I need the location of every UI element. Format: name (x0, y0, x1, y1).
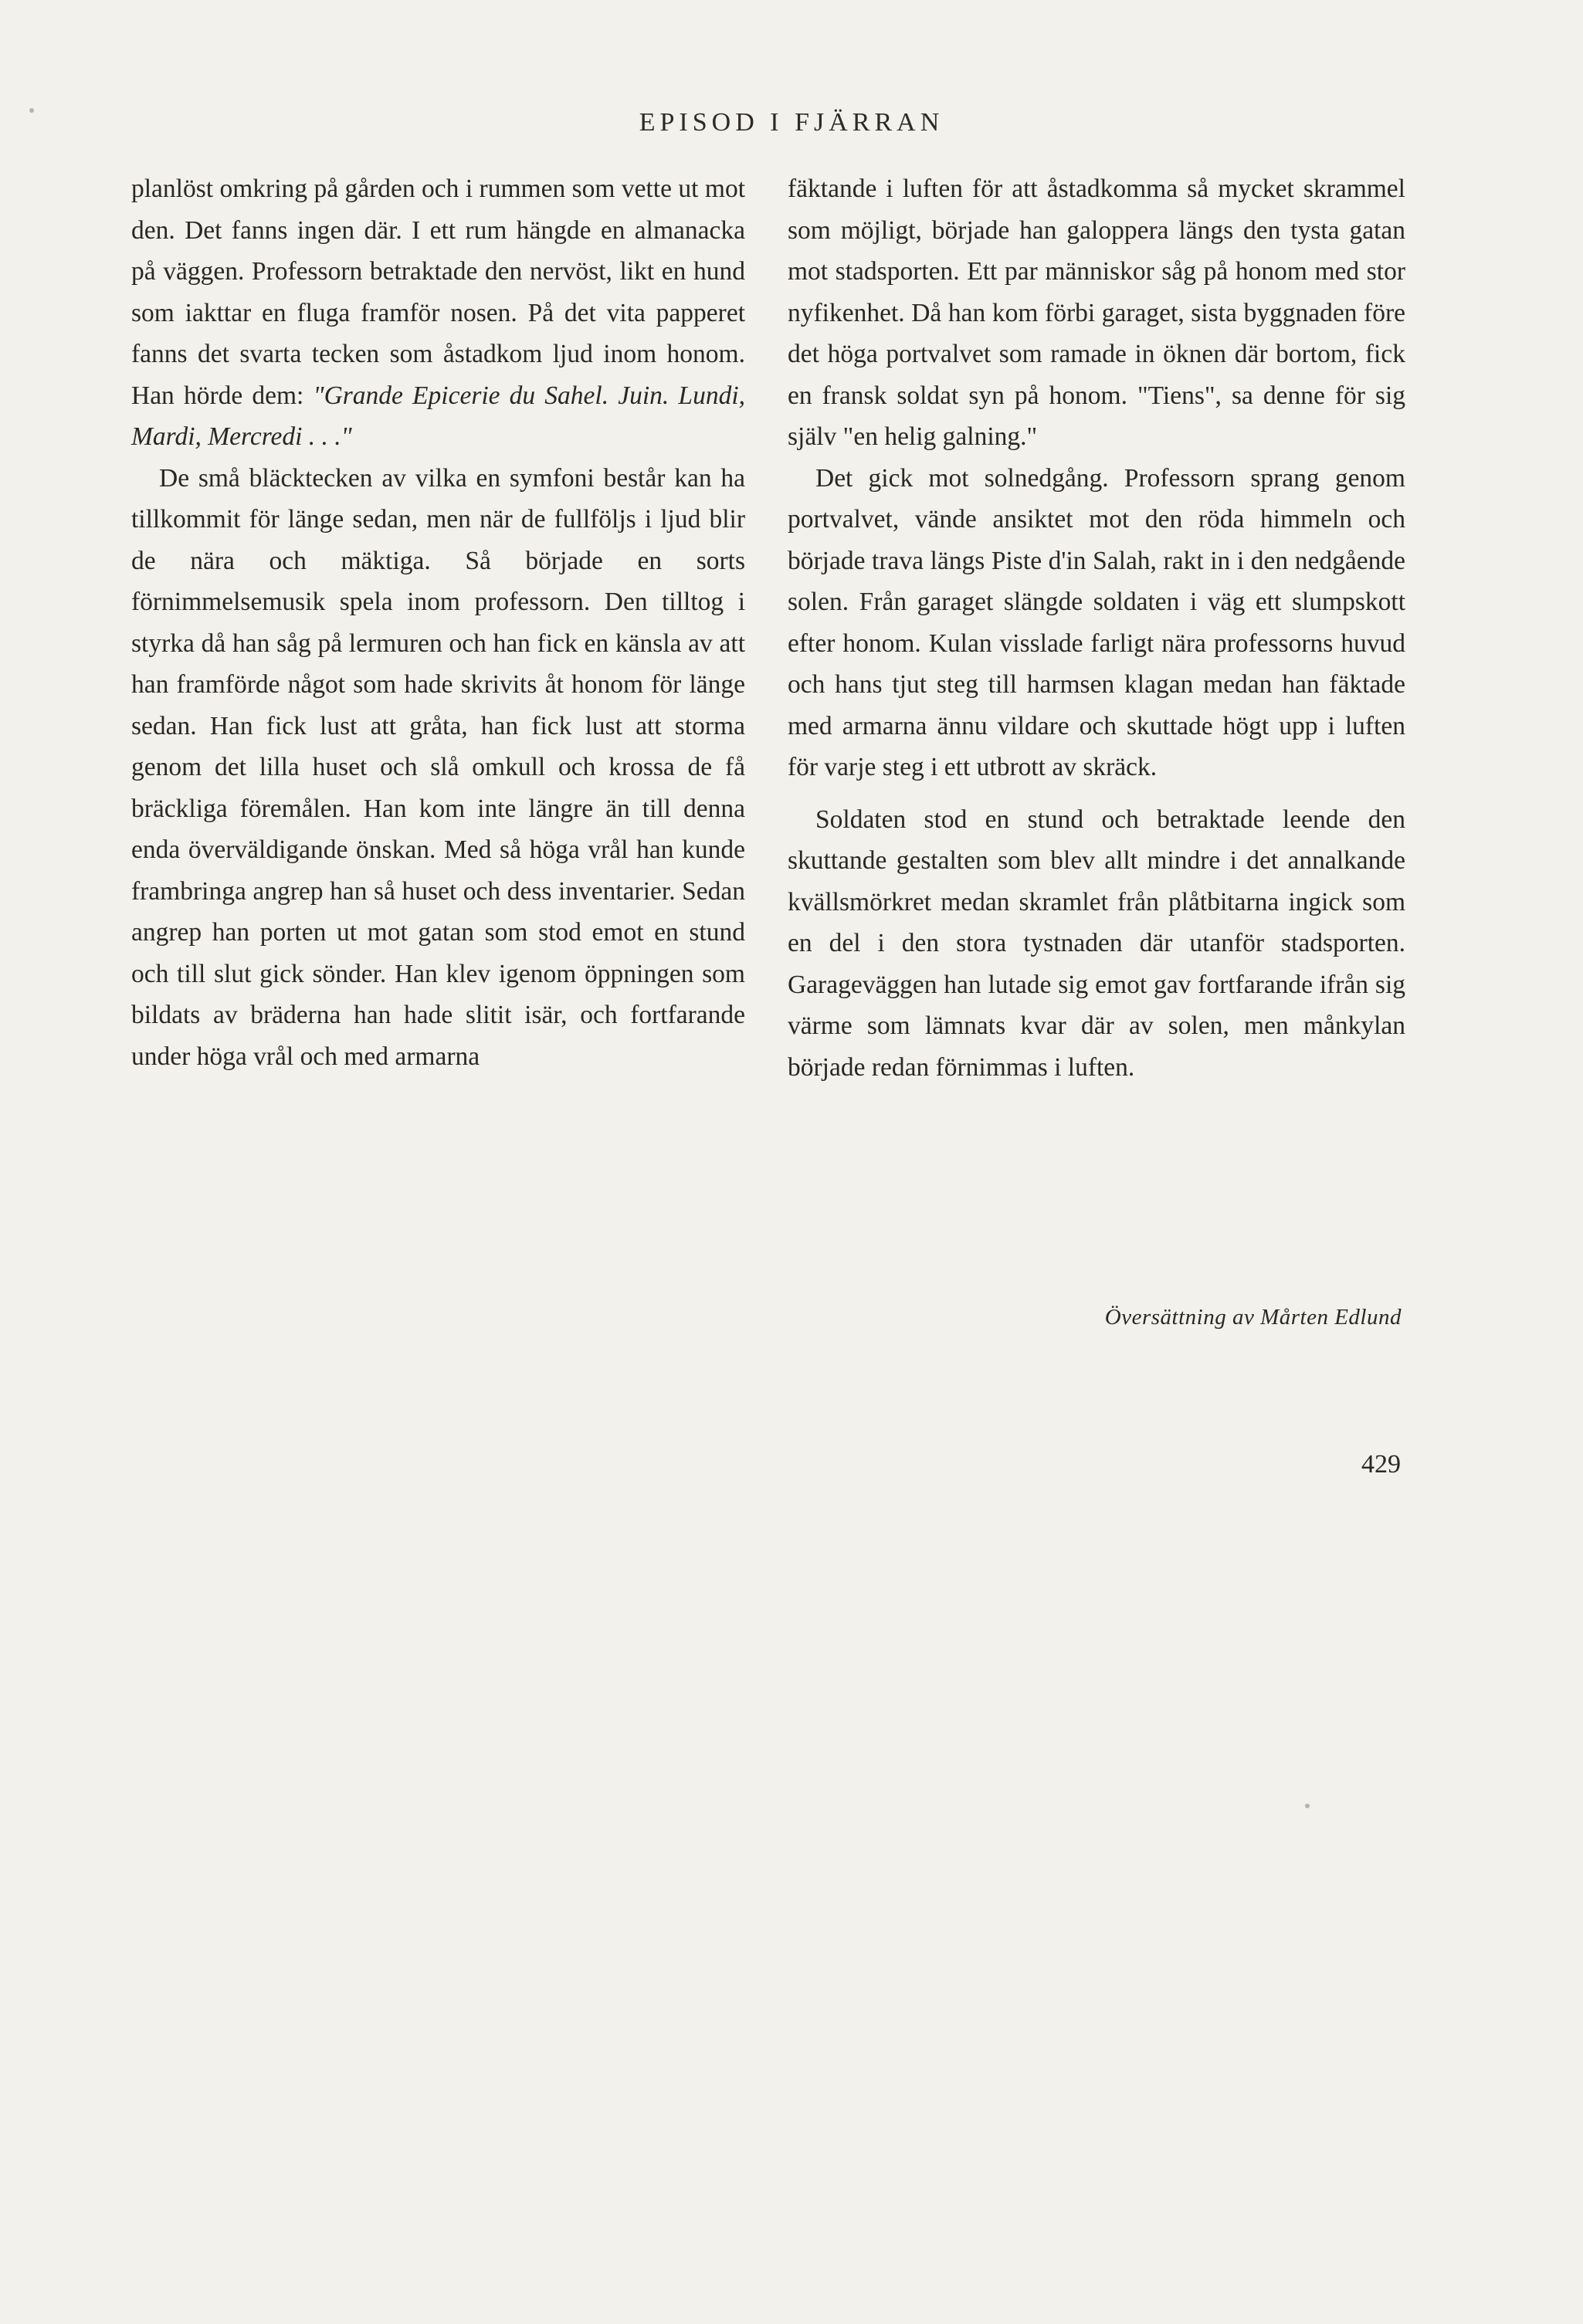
right-column (788, 168, 1405, 1088)
paper-speck (29, 108, 34, 113)
right-paragraph-3: Soldaten stod en stund och betraktade leende den skuttande gestalten som blev allt mindre i det annalkande kvällsmörkret medan skramlet från plåtbitarna ingick som en del i den stora tystnaden där utanför stadsporten. Garageväggen han lutade sig emot gav fortfarande ifrån sig värme som lämnats kvar där av solen, men månkylan började redan förnimmas i luften. (788, 805, 1405, 1082)
paragraph-text: planlöst omkring på gården och i rummen som vette ut mot den. Det fanns ingen där. I ett rum hängde en almanacka på väggen. Professorn betraktade den nervöst, likt en hund som iakttar en fluga framför nosen. På det vita papperet fanns det svarta tecken som åstadkom ljud inom honom. Han hörde dem: (131, 174, 745, 410)
almanac-quote: "Grande Epicerie du Sahel. Juin. Lundi, Mardi, Mercredi . . ." (131, 381, 745, 451)
left-paragraph-2: De små bläcktecken av vilka en symfoni består kan ha tillkommit för länge sedan, men när de fullföljs i ljud blir de nära och mäktiga. Så började en sorts förnimmelsemusik spela inom professorn. Den tilltog i styrka då han såg på lermuren och han fick en känsla av att han framförde något som hade skrivits åt honom för länge sedan. Han fick lust att gråta, han fick lust att storma genom det lilla huset och slå omkull och krossa de få bräckliga föremålen. Han kom inte längre än till denna enda överväldigande önskan. Med så höga vrål han kunde frambringa angrep han så huset och dess inventarier. Sedan angrep han porten ut mot gatan som stod emot en stund och till slut gick sönder. Han klev igenom öppningen som bildats av bräderna han hade slitit isär, och fortfarande under höga vrål och med armarna (131, 463, 745, 1071)
paper-speck (1305, 1804, 1310, 1808)
right-paragraph-2: Det gick mot solnedgång. Professorn sprang genom portvalvet, vände ansiktet mot den röda himmeln och började trava längs Piste d'in Salah, rakt in i den nedgående solen. Från garaget slängde soldaten i väg ett slumpskott efter honom. Kulan visslade farligt nära professorns huvud och hans tjut steg till harmsen klagan medan han fäktade med armarna ännu vildare och skuttade högt upp i luften för varje steg i ett utbrott av skräck. (788, 463, 1405, 781)
translator-credit: Översättning av Mårten Edlund (1104, 1305, 1402, 1330)
right-paragraph-1: fäktande i luften för att åstadkomma så mycket skrammel som möjligt, började han galoppera längs den tysta gatan mot stadsporten. Ett par människor såg på honom med stor nyfikenhet. Då han kom förbi garaget, sista byggnaden före det höga portvalvet som ramade in öknen där bortom, fick en fransk soldat syn på honom. "Tiens", sa denne för sig själv "en helig galning." (788, 174, 1405, 451)
running-title: EPISOD I FJÄRRAN (639, 108, 944, 137)
left-paragraph-1 (131, 168, 745, 458)
page-number: 429 (1361, 1450, 1401, 1479)
left-column (131, 168, 745, 1077)
